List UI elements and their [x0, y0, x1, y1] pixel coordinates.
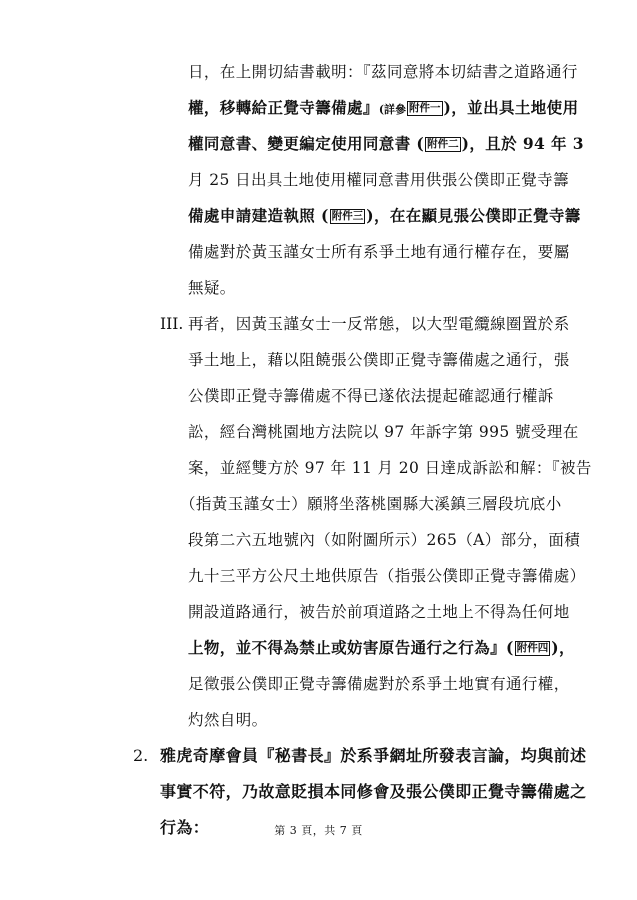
section2-line2: 事實不符，乃故意貶損本同修會及張公僕即正覺寺籌備處之: [160, 782, 587, 801]
para2-line4: 訟，經台灣桃園地方法院以 97 年訴字第 995 號受理在: [188, 423, 579, 441]
attachment-2-label: 附件二: [427, 138, 459, 150]
para2-line7: 段第二六五地號內（如附圖所示）265（A）部分，面積: [188, 531, 581, 549]
section2-line3: 行為：: [160, 818, 210, 837]
para1-line3-text: 權同意書、變更編定使用同意書: [188, 134, 411, 153]
para1-line6: 備處對於黃玉謹女士所有系爭土地有通行權存在，要屬: [188, 243, 570, 261]
para1-line5-text-b: ，在在顯見張公僕即正覺寺籌: [373, 206, 581, 225]
para2-line8: 九十三平方公尺土地供原告（指張公僕即正覺寺籌備處）: [188, 567, 586, 585]
para1-line7: 無疑。: [188, 279, 236, 297]
attachment-4-label: 附件四: [516, 642, 549, 654]
section2-line1: 雅虎奇摩會員『秘書長』於系爭網址所發表言論，均與前述: [160, 746, 587, 765]
para1-line4: 月 25 日出具土地使用權同意書用供張公僕即正覺寺籌: [188, 171, 569, 189]
para1-line5: 備處申請建造執照 ( 附件三 )，在在顯見張公僕即正覺寺籌: [188, 206, 581, 225]
page-footer: 第 3 頁，共 7 頁: [274, 824, 363, 837]
para1-line2-ref: (詳參: [378, 103, 407, 116]
para2-line2: 爭土地上，藉以阻饒張公僕即正覺寺籌備處之通行，張: [188, 351, 570, 369]
para1-line5-text: 備處申請建造執照: [188, 206, 316, 225]
attachment-1-label: 附件一: [409, 102, 441, 114]
para2-line10-text-b: ，: [558, 638, 575, 657]
para1-line3: 權同意書、變更編定使用同意書 ( 附件二 )，且於 94 年 3: [188, 134, 584, 153]
para2-line3: 公僕即正覺寺籌備處不得已遂依法提起確認通行權訴: [188, 387, 554, 405]
para2-line1: 再者，因黃玉謹女士一反常態，以大型電纜線圈置於系: [188, 315, 570, 333]
para2-line9: 開設道路通行，被告於前項道路之土地上不得為任何地: [188, 603, 570, 621]
para2-marker: III.: [160, 315, 184, 333]
para1-line2-text: 權，移轉給正覺寺籌備處』: [188, 98, 379, 117]
para2-line10-text: 上物，並不得為禁止或妨害原告通行之行為』: [188, 638, 507, 657]
section2-marker: 2.: [133, 746, 149, 765]
para2-line12: 灼然自明。: [188, 711, 268, 729]
para1-line2-text-b: )，並出具土地使用: [443, 98, 579, 117]
para2-line5: 案，並經雙方於 97 年 11 月 20 日達成訴訟和解：『被告: [188, 459, 592, 477]
para2-line6: （指黃玉謹女士）願將坐落桃園縣大溪鎮三層段坑底小: [180, 495, 562, 513]
para1-line1: 日，在上開切結書載明：『茲同意將本切結書之道路通行: [188, 63, 578, 81]
para2-line11: 足徵張公僕即正覺寺籌備處對於系爭土地實有通行權，: [188, 675, 570, 693]
para1-line3-text-b: ，且於 94 年 3: [469, 134, 584, 153]
para1-line2: [188, 98, 578, 120]
attachment-3-label: 附件三: [331, 210, 364, 222]
para2-line10: 上物，並不得為禁止或妨害原告通行之行為』( 附件四 )，: [188, 638, 575, 657]
